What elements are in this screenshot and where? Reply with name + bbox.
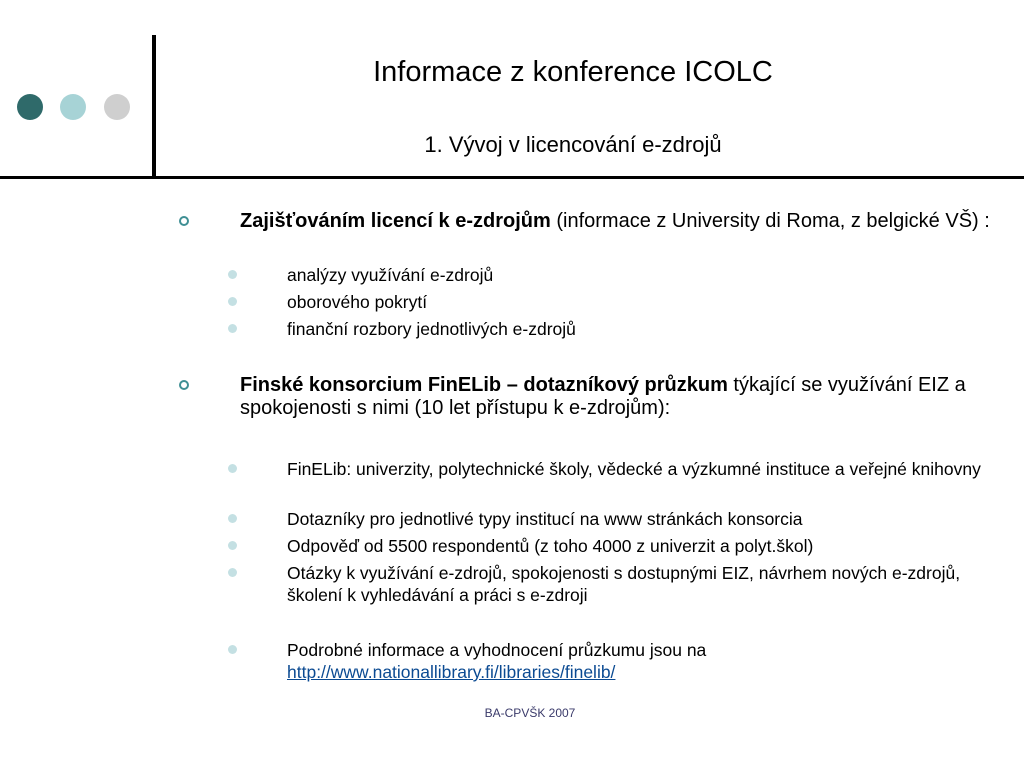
level2-bullet-icon	[228, 270, 237, 279]
list-item: oborového pokrytí	[287, 292, 428, 312]
slide-subtitle: 1. Vývoj v licencování e-zdrojů	[424, 132, 722, 157]
section2-heading: Finské konsorcium FinELib – dotazníkový průzkum	[240, 374, 728, 396]
list-item: Otázky k využívání e-zdrojů, spokojenosti s dostupnými EIZ, návrhem nových e-zdrojů, školení k vyhledávání a práci s e-zdroji	[287, 563, 961, 605]
level2-bullet-icon	[228, 541, 237, 550]
section1-text: (informace z University di Roma, z belgické VŠ) :	[550, 210, 990, 232]
list-item: finanční rozbory jednotlivých e-zdrojů	[287, 319, 576, 339]
list-item: FinELib: univerzity, polytechnické školy, vědecké a výzkumné instituce a veřejné knihovny	[287, 459, 981, 479]
list-item	[287, 639, 1002, 683]
level2-bullet-icon	[228, 324, 237, 333]
slide-title: Informace z konference ICOLC	[373, 56, 773, 88]
section2-paragraph	[240, 374, 1000, 420]
info-text: Podrobné informace a vyhodnocení průzkumu jsou na	[287, 640, 707, 660]
decor-dot-teal	[60, 94, 86, 120]
level2-bullet-icon	[228, 297, 237, 306]
level2-bullet-icon	[228, 464, 237, 473]
level2-bullet-icon	[228, 645, 237, 654]
list-item: analýzy využívání e-zdrojů	[287, 265, 494, 285]
section1-paragraph	[240, 210, 1000, 233]
header-horizontal-divider	[0, 176, 1024, 179]
level2-bullet-icon	[228, 514, 237, 523]
decor-dot-dark	[17, 94, 43, 120]
section1-heading: Zajišťováním licencí k e-zdrojům	[240, 210, 551, 232]
level1-bullet-icon	[179, 216, 189, 226]
list-item: Dotazníky pro jednotlivé typy institucí na www stránkách konsorcia	[287, 509, 803, 529]
level1-bullet-icon	[179, 380, 189, 390]
decor-dot-gray	[104, 94, 130, 120]
finelib-link[interactable]: http://www.nationallibrary.fi/libraries/finelib/	[287, 662, 616, 682]
slide-footer: BA-CPVŠK 2007	[484, 706, 576, 720]
level2-bullet-icon	[228, 568, 237, 577]
list-item: Odpověď od 5500 respondentů (z toho 4000 z univerzit a polyt.škol)	[287, 536, 814, 556]
section2-text: týkající se využívání EIZ a spokojenosti s nimi (10 let přístupu k e-zdrojům):	[240, 374, 966, 419]
